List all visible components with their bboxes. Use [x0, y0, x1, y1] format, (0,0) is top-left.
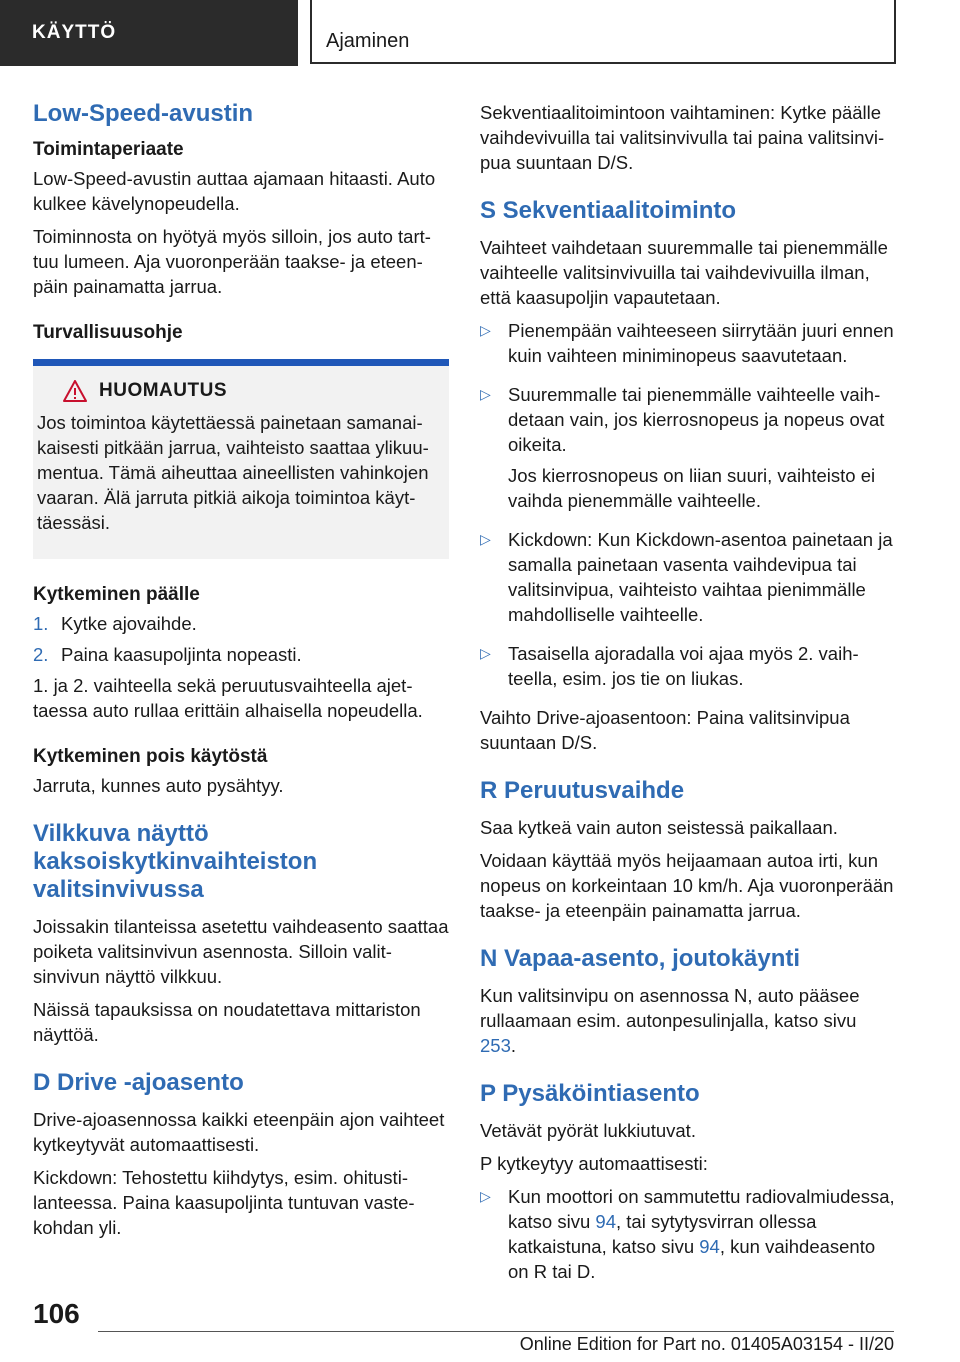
bullet-text: Kickdown: Kun Kickdown-asentoa painetaan ja samalla painetaan vasenta vaihdevipua tai valitsinvipua, vaihteisto vaihtaa pienimmälle mahdolliselle vaihteelle. [508, 529, 893, 625]
warning-box [33, 359, 449, 559]
edition-text: Online Edition for Part no. 01405A03154 - II/20 [519, 1334, 894, 1354]
list-item [480, 1184, 896, 1290]
list-item [480, 318, 896, 374]
list-item [33, 611, 449, 636]
step-text: Kytke ajovaihde. [61, 613, 197, 634]
footer-divider [98, 1331, 894, 1332]
list-item [480, 527, 896, 633]
paragraph: P kytkeytyy automaattisesti: [480, 1153, 708, 1174]
step-text: Paina kaasupoljinta nopeasti. [61, 644, 302, 665]
bullet-text: Suuremmalle tai pienemmälle vaihteelle vaihdetaan vain, jos kierrosnopeus ja nopeus ovat oikeita. [508, 384, 885, 455]
heading-neutral: N Vapaa-asento, joutokäynti [480, 945, 801, 972]
step-number: 2. [33, 644, 49, 665]
heading-switch-off: Kytkeminen pois käytöstä [33, 746, 268, 767]
left-column [33, 100, 449, 1248]
page-link-94[interactable]: 94 [595, 1211, 616, 1232]
paragraph: Jarruta, kunnes auto pysähtyy. [33, 775, 284, 796]
bullet-triangle-icon: ▷ [480, 1188, 491, 1204]
paragraph: Vaihteet vaihdetaan suuremmalle tai pienemmälle vaihteelle valitsinvivuilla tai vaihdevivuilla ilman, että kaasupoljin vapautetaan. [480, 237, 888, 308]
page-number: 106 [33, 1298, 80, 1329]
bullet-text: Tasaisella ajoradalla voi ajaa myös 2. vaihteella, esim. jos tie on liukas. [508, 643, 859, 689]
page-link-94-second[interactable]: 94 [699, 1236, 720, 1257]
paragraph: Kun valitsinvipu on asennossa N, auto pääsee rullaamaan esim. autonpesulinjalla, katso sivu 253. [480, 985, 860, 1056]
warning-triangle-icon [63, 380, 87, 402]
paragraph: Drive-ajoasennossa kaikki eteenpäin ajon vaihteet kytkeytyvät automaattisesti. [33, 1109, 445, 1155]
paragraph: Toiminnosta on hyötyä myös silloin, jos auto tarttuu lumeen. Aja vuoronperään taakse- ja eteenpäin painamatta jarrua. [33, 226, 431, 297]
step-number: 1. [33, 613, 49, 634]
bullet-text: Pienempään vaihteeseen siirrytään juuri ennen kuin vaihteen miniminopeus saavutetaan. [508, 320, 894, 366]
paragraph: Vaihto Drive-ajoasentoon: Paina valitsinvipua suuntaan D/S. [480, 707, 850, 753]
heading-drive: D Drive -ajoasento [33, 1069, 244, 1096]
steps-list [33, 611, 449, 667]
list-item [33, 642, 449, 667]
bullet-triangle-icon: ▷ [480, 386, 491, 402]
heading-flashing-display: Vilkkuva näyttö kaksoiskytkinvaihteiston valitsinvivussa [33, 820, 318, 903]
section-tab: KÄYTTÖ [0, 0, 298, 66]
list-item [480, 641, 896, 697]
paragraph: Kickdown: Tehostettu kiihdytys, esim. ohitustilanteessa. Paina kaasupoljinta tuntuvan vastekohdan yli. [33, 1167, 415, 1238]
right-column [480, 100, 896, 1298]
paragraph: Joissakin tilanteissa asetettu vaihdeasento saattaa poiketa valitsinvivun asennosta. Silloin valitsinvivun näyttö vilkkuu. [33, 916, 449, 987]
heading-principle: Toimintaperiaate [33, 139, 184, 160]
paragraph: Näissä tapauksissa on noudatettava mittariston näyttöä. [33, 999, 421, 1045]
bullet-triangle-icon: ▷ [480, 645, 491, 661]
heading-park: P Pysäköintiasento [480, 1080, 700, 1107]
chapter-tab: Ajaminen [310, 0, 896, 64]
paragraph: Sekventiaalitoimintoon vaihtaminen: Kytke päälle vaihdevivuilla tai valitsinvivulla tai paina valitsinvipua suuntaan D/S. [480, 102, 885, 173]
page-header [0, 0, 960, 66]
bullet-triangle-icon: ▷ [480, 322, 491, 338]
heading-low-speed: Low-Speed-avustin [33, 100, 254, 127]
heading-reverse: R Peruutusvaihde [480, 777, 685, 804]
paragraph: 1. ja 2. vaihteella sekä peruutusvaihteella ajettaessa auto rullaa erittäin alhaisella nopeudella. [33, 675, 423, 721]
paragraph: Vetävät pyörät lukkiutuvat. [480, 1120, 696, 1141]
warning-title: HUOMAUTUS [99, 380, 227, 401]
paragraph: Saa kytkeä vain auton seistessä paikallaan. [480, 817, 838, 838]
paragraph: Low-Speed-avustin auttaa ajamaan hitaasti. Auto kulkee kävelynopeudella. [33, 168, 436, 214]
warning-text: Jos toimintoa käytettäessä painetaan samanaikaisesti pitkään jarrua, vaihteisto saattaa ylikuumentua. Tämä aiheuttaa aineellisten vahinkojen vaaran. Älä jarruta pitkiä aikoja toimintoa käyttäessäsi. [37, 412, 429, 533]
heading-safety: Turvallisuusohje [33, 322, 183, 343]
bullet-text: Kun moottori on sammutettu radiovalmiudessa, katso sivu 94, tai sytytysvirran ollessa katkaistuna, katso sivu 94, kun vaihdeasento on R tai D. [508, 1186, 895, 1282]
paragraph: Voidaan käyttää myös heijaamaan autoa irti, kun nopeus on korkeintaan 10 km/h. Aja vuoronperään taakse- ja eteenpäin painamatta jarrua. [480, 850, 894, 921]
warning-header [63, 380, 439, 402]
heading-switch-on: Kytkeminen päälle [33, 584, 200, 605]
heading-sequential: S Sekventiaalitoiminto [480, 197, 737, 224]
bullet-triangle-icon: ▷ [480, 531, 491, 547]
bullet-text: Jos kierrosnopeus on liian suuri, vaihteisto ei vaihda pienemmälle vaihteelle. [508, 465, 876, 511]
page-link-253[interactable]: 253 [480, 1035, 511, 1056]
park-bullets [480, 1184, 896, 1290]
list-item [480, 382, 896, 519]
sequential-bullets [480, 318, 896, 697]
